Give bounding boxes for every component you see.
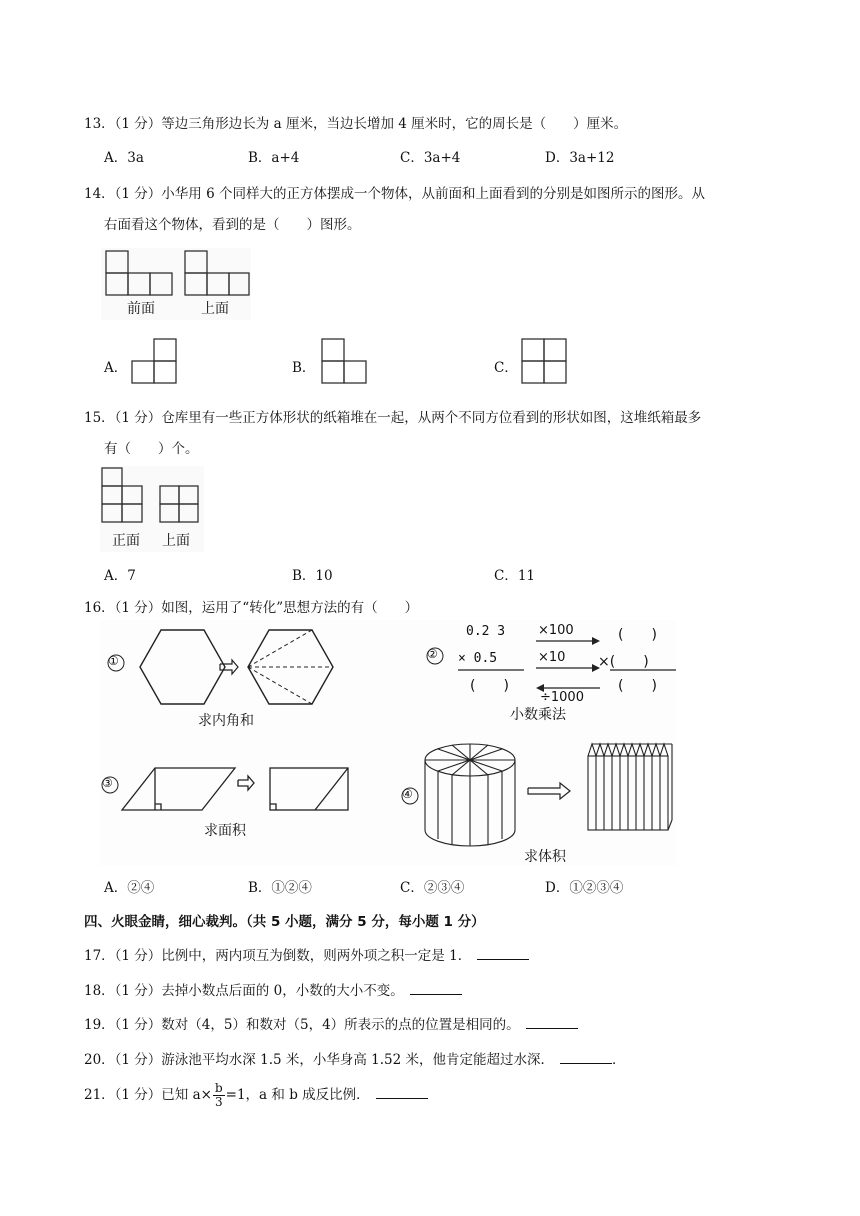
panel-4-caption: 求体积 xyxy=(524,849,566,865)
q16-option-b[interactable]: B．①②④ xyxy=(248,880,312,896)
q16-option-c[interactable]: C．②③④ xyxy=(400,880,465,896)
q18-answer-blank[interactable] xyxy=(410,982,462,995)
panel-2-op-3: ÷1000 xyxy=(540,690,584,705)
q15-option-a[interactable]: A．7 xyxy=(104,568,136,584)
q14-top-label: 上面 xyxy=(201,301,229,317)
q21-fraction xyxy=(213,1082,225,1109)
section-4-title: 四、火眼金睛，细心裁判。（共 5 小题，满分 5 分，每小题 1 分） xyxy=(84,914,485,930)
q13-option-b[interactable]: B．a+4 xyxy=(248,150,300,166)
question-20-end: ． xyxy=(612,1052,626,1068)
panel-2-result: ( ) xyxy=(470,678,509,694)
question-21 xyxy=(84,1082,428,1109)
q14-option-c[interactable]: C． xyxy=(494,360,518,376)
question-21-suffix: =1，a 和 b 成反比例． xyxy=(225,1087,370,1103)
question-20 xyxy=(84,1048,626,1068)
q21-fraction-denominator: 3 xyxy=(214,1095,223,1109)
parallelogram-shape xyxy=(122,768,235,810)
q15-option-c[interactable]: C．11 xyxy=(494,568,536,584)
q14-option-a[interactable]: A． xyxy=(104,360,128,376)
question-14-line2: 右面看这个物体，看到的是（ ）图形。 xyxy=(104,217,361,233)
panel-2-op-2: ×10 xyxy=(538,650,566,665)
question-19 xyxy=(84,1013,578,1033)
question-20-text: 20．（1 分）游泳池平均水深 1.5 米，小华身高 1.52 米，他肯定能超过水深． xyxy=(84,1052,555,1068)
q15-option-b[interactable]: B．10 xyxy=(292,568,333,584)
q17-answer-blank[interactable] xyxy=(477,947,529,960)
q21-fraction-numerator: b xyxy=(214,1081,223,1095)
q14-front-label: 前面 xyxy=(127,301,155,317)
question-17-text: 17．（1 分）比例中，两内项互为倒数，则两外项之积一定是 1． xyxy=(84,948,472,964)
q19-answer-blank[interactable] xyxy=(526,1016,578,1029)
cuboid-shape xyxy=(588,744,672,830)
q16-option-a[interactable]: A．②④ xyxy=(104,880,155,896)
question-18-text: 18．（1 分）去掉小数点后面的 0，小数的大小不变。 xyxy=(84,983,404,999)
rectangle-shape xyxy=(270,768,348,810)
q21-answer-blank[interactable] xyxy=(376,1086,428,1099)
q14-option-b-shape xyxy=(320,338,368,384)
q14-option-b[interactable]: B． xyxy=(292,360,316,376)
panel-2-multiplicand: 0.2 3 xyxy=(466,624,506,639)
q15-front-label: 正面 xyxy=(112,533,140,549)
q13-option-c[interactable]: C．3a+4 xyxy=(400,150,461,166)
panel-2-right-mid: ×( ) xyxy=(598,654,649,670)
panel-2-caption: 小数乘法 xyxy=(510,707,566,723)
q16-figure-svg xyxy=(100,620,676,866)
panel-2-multiplier: × 0.5 xyxy=(458,651,498,666)
q16-figure xyxy=(100,620,676,866)
panel-2-right-top: ( ) xyxy=(618,627,657,643)
arrow-icon-4 xyxy=(528,783,570,799)
question-21-prefix: 21．（1 分）已知 a× xyxy=(84,1087,212,1103)
q14-option-a-shape xyxy=(130,338,178,384)
q15-top-label: 上面 xyxy=(162,533,190,549)
panel-3-caption: 求面积 xyxy=(204,823,246,839)
q14-figure xyxy=(101,248,251,320)
question-18 xyxy=(84,979,462,999)
panel-1-caption: 求内角和 xyxy=(198,713,254,729)
q16-option-d[interactable]: D．①②③④ xyxy=(545,880,624,896)
hexagon-shape xyxy=(140,630,225,704)
question-19-text: 19．（1 分）数对（4，5）和数对（5，4）所表示的点的位置是相同的。 xyxy=(84,1017,520,1033)
panel-1-number: ① xyxy=(108,654,119,668)
question-14-line1: 14．（1 分）小华用 6 个同样大的正方体摆成一个物体，从前面和上面看到的分别是如图所示的图形。从 xyxy=(84,186,705,202)
panel-2-right-bot: ( ) xyxy=(618,678,657,694)
panel-2-op-1: ×100 xyxy=(538,623,574,638)
panel-2-number: ② xyxy=(427,647,438,661)
question-17 xyxy=(84,944,529,964)
question-15-line1: 15．（1 分）仓库里有一些正方体形状的纸箱堆在一起，从两个不同方位看到的形状如图，这堆纸箱最多 xyxy=(84,410,702,426)
q15-figure xyxy=(100,466,204,552)
q13-option-a[interactable]: A．3a xyxy=(104,150,144,166)
q13-option-d[interactable]: D．3a+12 xyxy=(545,150,615,166)
arrow-icon-3 xyxy=(238,776,254,790)
panel-3-number: ③ xyxy=(102,776,113,790)
q14-option-c-shape xyxy=(520,338,568,384)
cylinder-shape xyxy=(425,744,515,846)
panel-4-number: ④ xyxy=(402,787,413,801)
q20-answer-blank[interactable] xyxy=(560,1051,612,1064)
question-13: 13．（1 分）等边三角形边长为 a 厘米，当边长增加 4 厘米时，它的周长是（ ）厘米。 xyxy=(84,116,628,132)
question-15-line2: 有（ ）个。 xyxy=(104,441,199,457)
question-16: 16．（1 分）如图，运用了“转化”思想方法的有（ ） xyxy=(84,600,419,616)
